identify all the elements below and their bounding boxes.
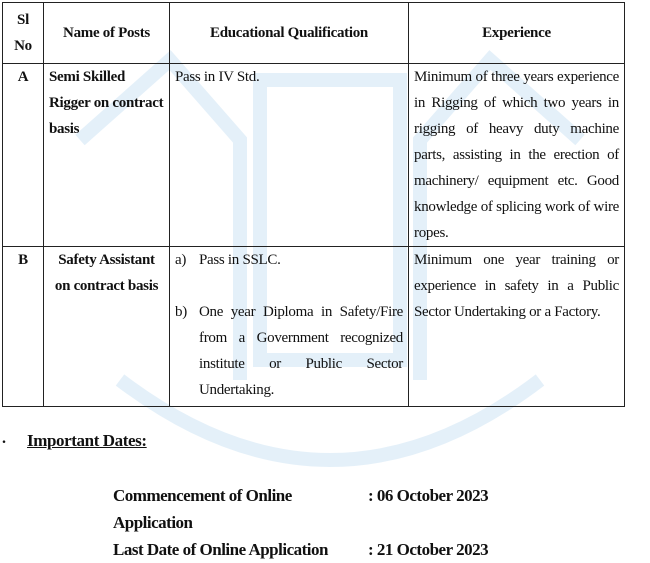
date-row <box>113 536 488 563</box>
header-sl-no: Sl No <box>3 3 44 64</box>
date-label: Last Date of Online Application <box>113 540 328 559</box>
date-value: : 06 October 2023 <box>368 486 489 505</box>
row-sl: B <box>3 247 44 407</box>
table-row <box>3 64 625 247</box>
important-dates <box>113 482 488 563</box>
section-title: Important Dates: <box>27 431 147 450</box>
date-value: : 21 October 2023 <box>368 540 489 559</box>
row-experience: Minimum one year training or experience in safety in a Public Sector Undertaking or a Factory. <box>409 247 625 407</box>
row-post: Safety Assistant on contract basis <box>44 247 170 407</box>
qualification-item-a: a) Pass in SSLC. <box>175 252 281 268</box>
row-qualification: Pass in IV Std. <box>170 64 409 247</box>
posts-table <box>2 2 625 407</box>
row-qualification <box>170 247 409 407</box>
row-sl: A <box>3 64 44 247</box>
row-post: Semi Skilled Rigger on contract basis <box>44 64 170 247</box>
header-name-of-posts: Name of Posts <box>44 3 170 64</box>
qualification-item-b: b) One year Diploma in Safety/Fire from a Government recognized institute or Public Sector Undertaking. <box>175 304 403 398</box>
table-row <box>3 247 625 407</box>
table-header-row <box>3 3 625 64</box>
section-bullet: . <box>2 430 6 447</box>
date-row <box>113 482 488 536</box>
row-experience: Minimum of three years experience in Rigging of which two years in rigging of heavy duty machine parts, assisting in the erection of machinery/ equipment etc. Good knowledge of splicing work of wire ropes. <box>409 64 625 247</box>
header-educational-qualification: Educational Qualification <box>170 3 409 64</box>
header-experience: Experience <box>409 3 625 64</box>
date-label: Commencement of Online Application <box>113 486 292 532</box>
